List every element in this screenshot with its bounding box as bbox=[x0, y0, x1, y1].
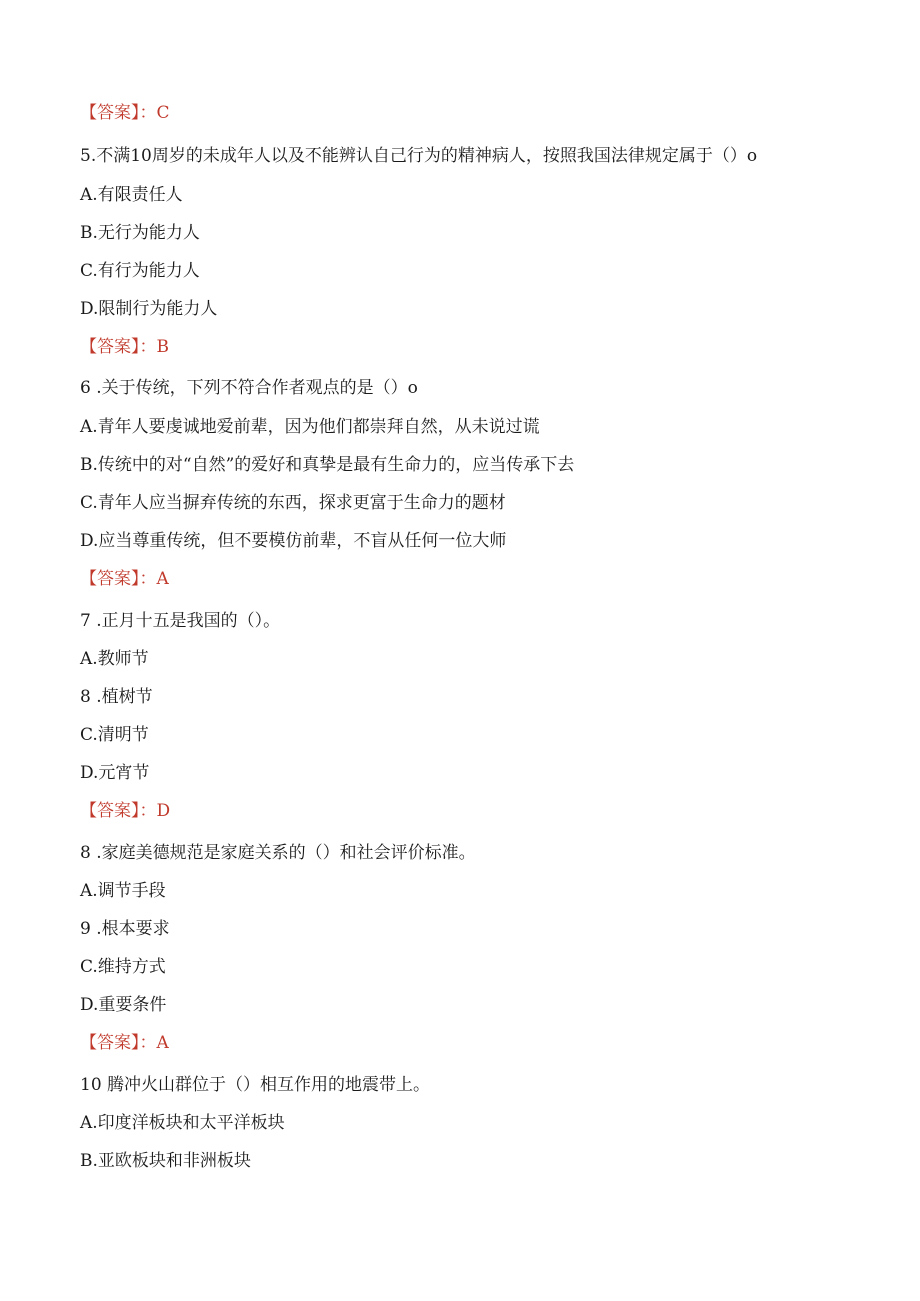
answer-line: 【答案】：A bbox=[80, 1033, 169, 1053]
answer-line: 【答案】：D bbox=[80, 801, 171, 821]
question-line: 6 .关于传统，下列不符合作者观点的是（）o bbox=[80, 378, 418, 398]
option-line: D.限制行为能力人 bbox=[80, 299, 218, 319]
option-line: A.有限责任人 bbox=[80, 185, 183, 205]
option-line: D.元宵节 bbox=[80, 763, 150, 783]
option-line: C.维持方式 bbox=[80, 957, 166, 977]
question-line: 10 腾冲火山群位于（）相互作用的地震带上。 bbox=[80, 1075, 431, 1095]
option-line: A.印度洋板块和太平洋板块 bbox=[80, 1113, 285, 1133]
option-line: A.教师节 bbox=[80, 649, 149, 669]
option-line: B.传统中的对“自然”的爱好和真挚是最有生命力的，应当传承下去 bbox=[80, 455, 575, 475]
question-line: 5.不满10周岁的未成年人以及不能辨认自己行为的精神病人，按照我国法律规定属于（）o bbox=[80, 146, 758, 166]
question-line: 8 .家庭美德规范是家庭关系的（）和社会评价标准。 bbox=[80, 843, 476, 863]
option-line: A.青年人要虔诚地爱前辈，因为他们都崇拜自然，从未说过谎 bbox=[80, 417, 540, 437]
option-line: 8 .植树节 bbox=[80, 687, 153, 707]
option-line: D.重要条件 bbox=[80, 995, 167, 1015]
answer-line: 【答案】：B bbox=[80, 337, 169, 357]
question-line: 7 .正月十五是我国的（）。 bbox=[80, 611, 281, 631]
option-line: C.清明节 bbox=[80, 725, 149, 745]
answer-line: 【答案】：C bbox=[80, 103, 170, 123]
option-line: B.无行为能力人 bbox=[80, 223, 200, 243]
option-line: C.有行为能力人 bbox=[80, 261, 200, 281]
option-line: C.青年人应当摒弃传统的东西，探求更富于生命力的题材 bbox=[80, 493, 506, 513]
answer-line: 【答案】：A bbox=[80, 569, 169, 589]
option-line: B.亚欧板块和非洲板块 bbox=[80, 1151, 251, 1171]
option-line: D.应当尊重传统，但不要模仿前辈，不盲从任何一位大师 bbox=[80, 531, 507, 551]
option-line: 9 .根本要求 bbox=[80, 919, 170, 939]
option-line: A.调节手段 bbox=[80, 881, 166, 901]
